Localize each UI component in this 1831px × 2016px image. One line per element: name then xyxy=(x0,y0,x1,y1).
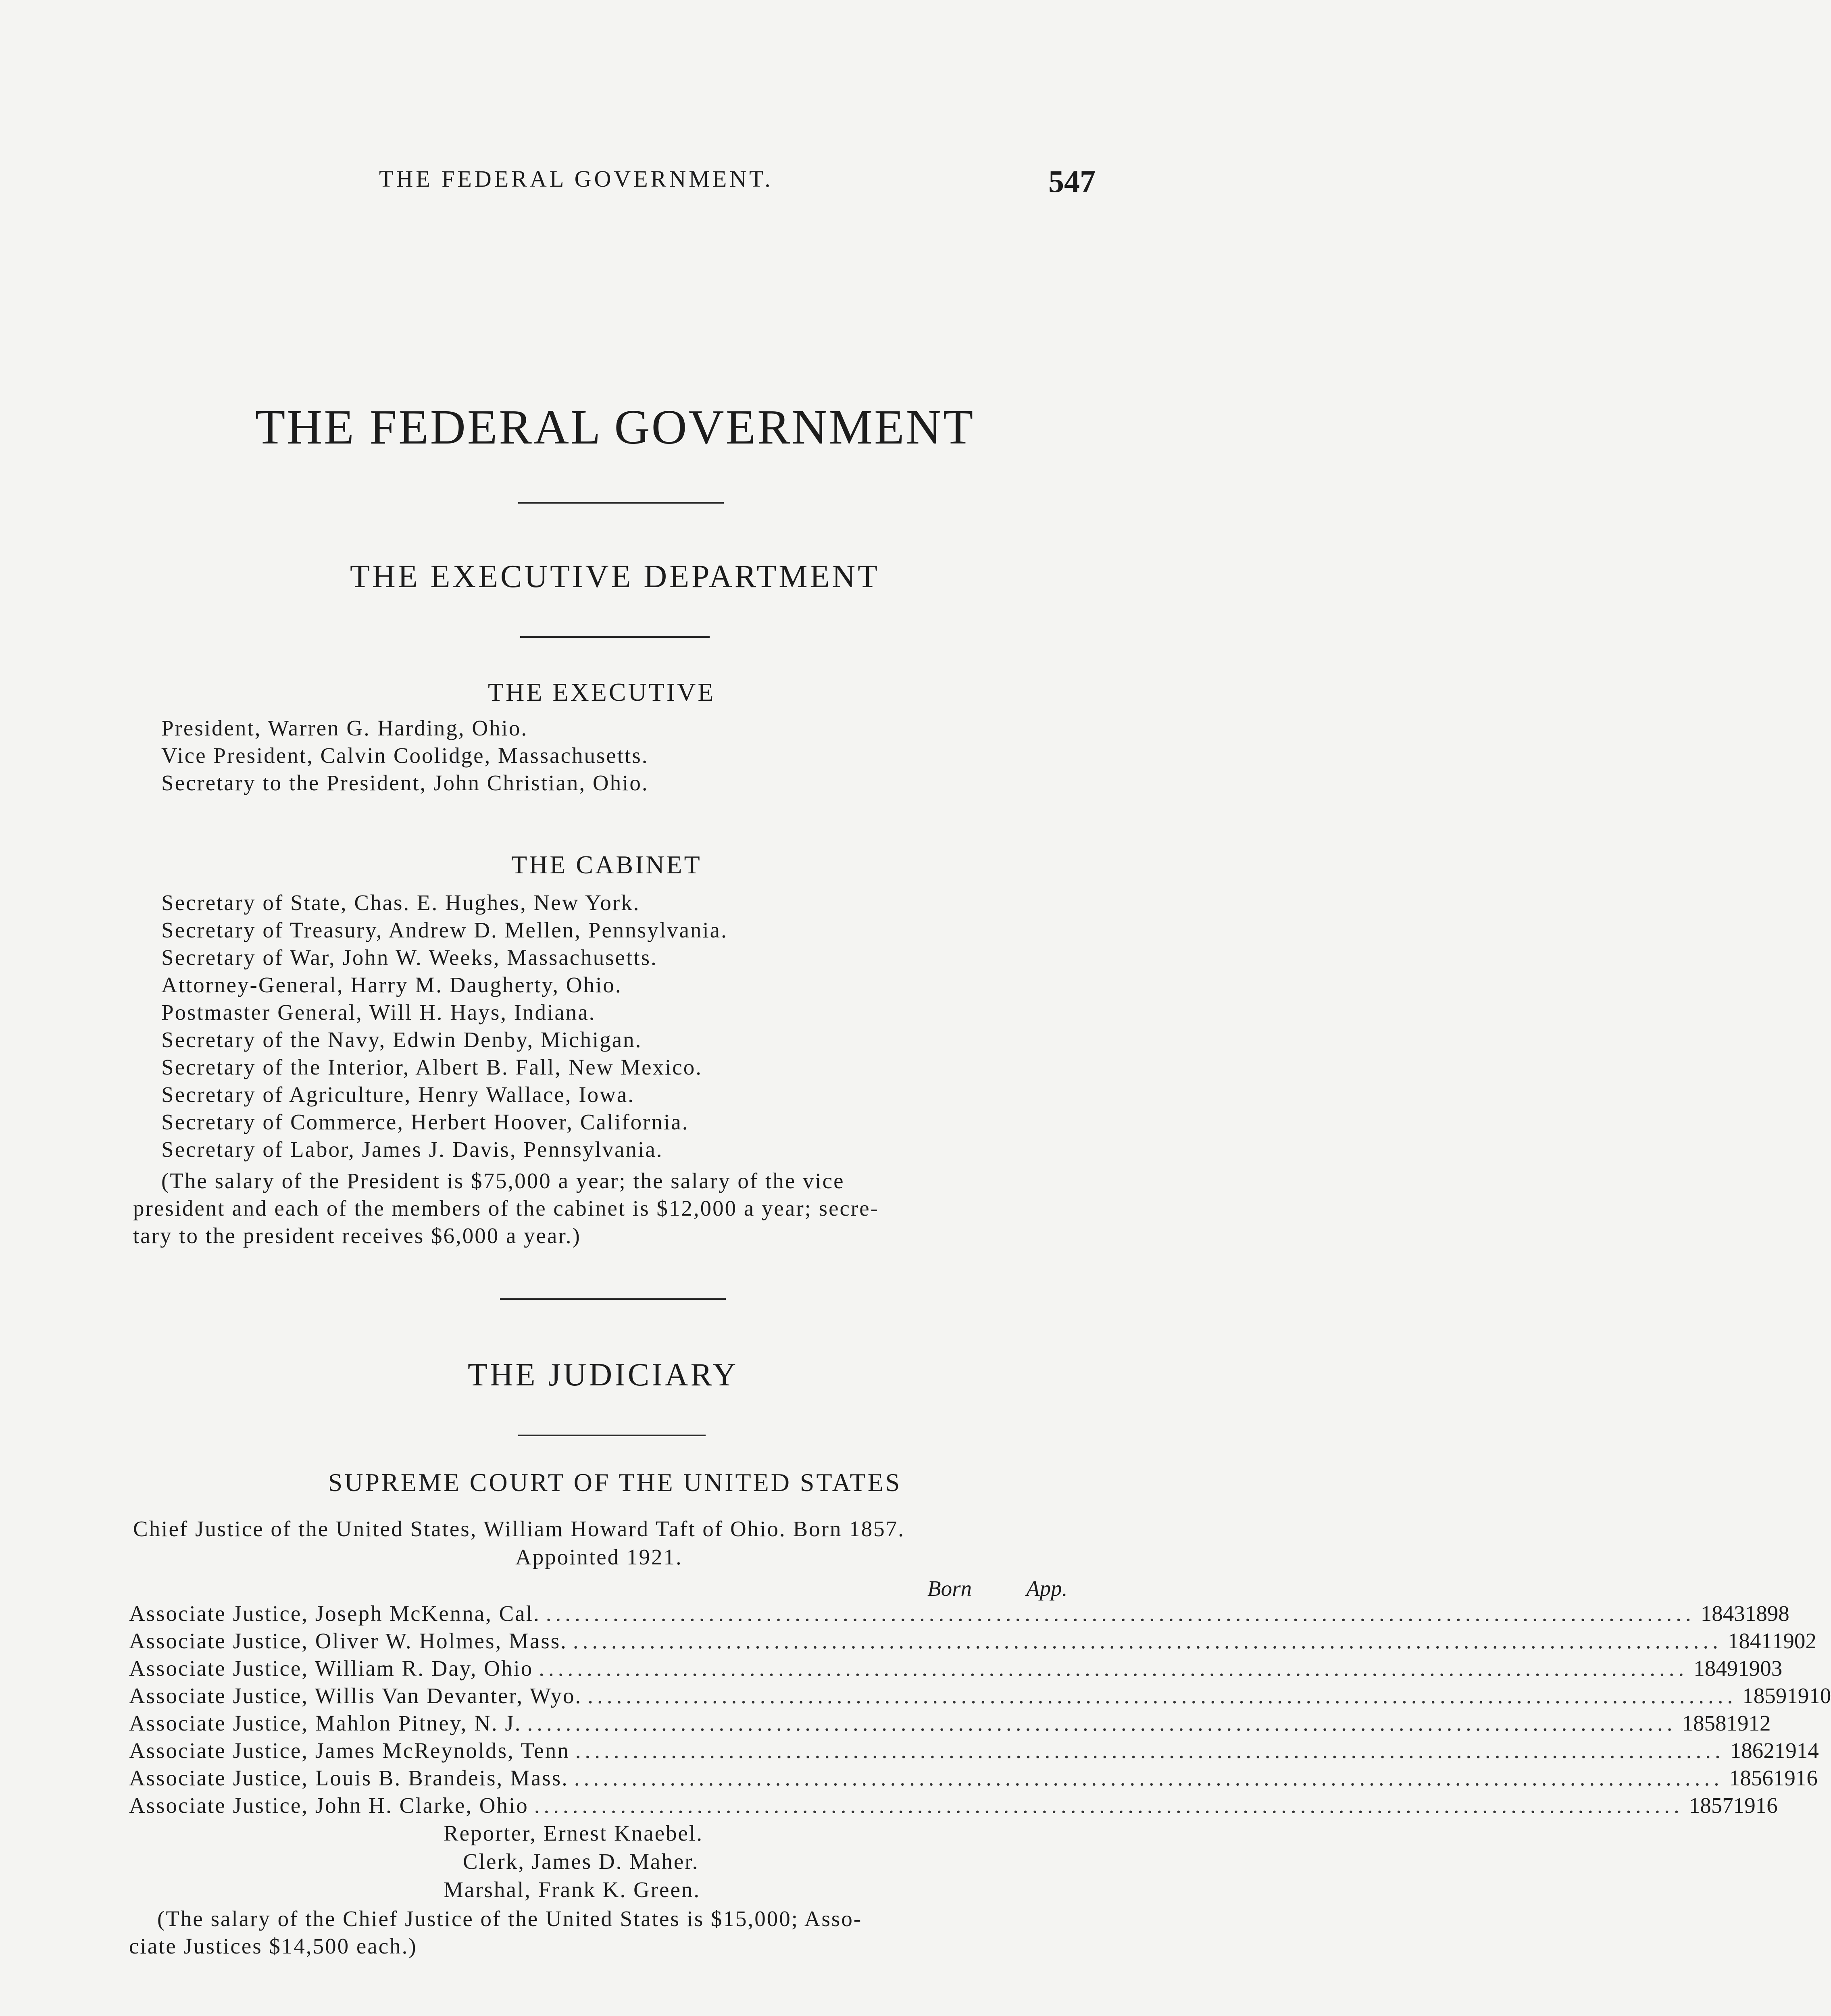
leader-dots: ........................................................................................................................ xyxy=(539,1656,1688,1681)
list-item: Secretary of Agriculture, Henry Wallace, Iowa. xyxy=(161,1082,635,1107)
chief-justice-line: Chief Justice of the United States, William Howard Taft of Ohio. Born 1857. xyxy=(133,1516,905,1541)
divider-rule xyxy=(520,636,710,638)
section-heading-judiciary: THE JUDICIARY xyxy=(468,1357,739,1393)
list-item: Vice President, Calvin Coolidge, Massachusetts. xyxy=(161,743,649,768)
justice-name: Associate Justice, Joseph McKenna, Cal. xyxy=(129,1601,540,1626)
appointed-year: 1902 xyxy=(1772,1629,1816,1653)
appointed-year: 1916 xyxy=(1773,1766,1818,1790)
justice-name: Associate Justice, William R. Day, Ohio xyxy=(129,1656,533,1681)
section-heading-executive-department: THE EXECUTIVE DEPARTMENT xyxy=(350,559,880,594)
appointed-year: 1903 xyxy=(1738,1656,1783,1681)
leader-dots: ........................................................................................................................ xyxy=(527,1711,1677,1735)
table-row xyxy=(129,1738,1819,1763)
court-salary-note xyxy=(129,1905,1097,1960)
table-row xyxy=(129,1765,1818,1791)
officer-reporter: Reporter, Ernest Knaebel. xyxy=(444,1821,703,1845)
list-item: Secretary of War, John W. Weeks, Massachusetts. xyxy=(161,945,658,970)
list-item: Secretary to the President, John Christian, Ohio. xyxy=(161,771,649,795)
appointed-year: 1912 xyxy=(1726,1711,1771,1735)
leader-dots: ........................................................................................................................ xyxy=(534,1793,1683,1818)
justice-name: Associate Justice, John H. Clarke, Ohio xyxy=(129,1793,529,1818)
justice-name: Associate Justice, Willis Van Devanter, Wyo. xyxy=(129,1683,582,1708)
appointed-year: 1916 xyxy=(1733,1793,1778,1818)
chief-justice-appointed: Appointed 1921. xyxy=(515,1545,683,1569)
divider-rule xyxy=(518,502,724,504)
justice-name: Associate Justice, Louis B. Brandeis, Mass. xyxy=(129,1766,569,1790)
born-year: 1862 xyxy=(1730,1738,1775,1763)
table-row xyxy=(129,1793,1778,1818)
appointed-year: 1898 xyxy=(1745,1601,1789,1626)
leader-dots: ........................................................................................................................ xyxy=(573,1629,1722,1653)
list-item: Secretary of Commerce, Herbert Hoover, California. xyxy=(161,1110,689,1134)
list-item: Secretary of Treasury, Andrew D. Mellen, Pennsylvania. xyxy=(161,918,728,942)
table-row xyxy=(129,1710,1771,1736)
table-row xyxy=(129,1683,1831,1708)
table-row xyxy=(129,1656,1783,1681)
born-year: 1843 xyxy=(1700,1601,1745,1626)
page-number: 547 xyxy=(1048,164,1096,199)
officer-clerk: Clerk, James D. Maher. xyxy=(463,1849,699,1874)
officer-marshal: Marshal, Frank K. Green. xyxy=(444,1877,701,1902)
born-year: 1858 xyxy=(1682,1711,1727,1735)
born-year: 1849 xyxy=(1694,1656,1738,1681)
divider-rule xyxy=(518,1435,706,1436)
leader-dots: ........................................................................................................................ xyxy=(574,1766,1723,1790)
appointed-year: 1910 xyxy=(1787,1683,1831,1708)
note-line: (The salary of the President is $75,000 a year; the salary of the vice xyxy=(161,1168,845,1193)
list-item: Secretary of the Navy, Edwin Denby, Michigan. xyxy=(161,1027,642,1052)
running-head: THE FEDERAL GOVERNMENT. xyxy=(379,166,773,192)
born-year: 1857 xyxy=(1689,1793,1733,1818)
list-item: Secretary of Labor, James J. Davis, Pennsylvania. xyxy=(161,1137,663,1162)
list-item: Attorney-General, Harry M. Daugherty, Ohio. xyxy=(161,973,622,997)
cabinet-list xyxy=(161,889,728,1163)
column-header-born: Born xyxy=(927,1576,972,1601)
subheading-the-executive: THE EXECUTIVE xyxy=(488,678,716,706)
born-year: 1841 xyxy=(1727,1629,1772,1653)
divider-rule xyxy=(500,1298,726,1300)
subheading-supreme-court: SUPREME COURT OF THE UNITED STATES xyxy=(328,1468,902,1497)
born-year: 1856 xyxy=(1729,1766,1773,1790)
justice-name: Associate Justice, Mahlon Pitney, N. J. xyxy=(129,1711,522,1735)
justice-name: Associate Justice, James McReynolds, Tenn xyxy=(129,1738,570,1763)
page-title: THE FEDERAL GOVERNMENT xyxy=(255,400,975,454)
list-item: Secretary of State, Chas. E. Hughes, New York. xyxy=(161,890,640,915)
note-line: president and each of the members of the cabinet is $12,000 a year; secre- xyxy=(133,1196,879,1220)
table-row xyxy=(129,1628,1816,1654)
note-line: (The salary of the Chief Justice of the United States is $15,000; Asso- xyxy=(157,1906,862,1931)
note-line: tary to the president receives $6,000 a year.) xyxy=(133,1223,581,1248)
table-row xyxy=(129,1601,1789,1626)
appointed-year: 1914 xyxy=(1774,1738,1819,1763)
leader-dots: ........................................................................................................................ xyxy=(587,1683,1737,1708)
list-item: Secretary of the Interior, Albert B. Fall, New Mexico. xyxy=(161,1055,702,1079)
executive-list xyxy=(161,714,649,797)
born-year: 1859 xyxy=(1742,1683,1787,1708)
note-line: ciate Justices $14,500 each.) xyxy=(129,1934,417,1958)
column-header-appointed: App. xyxy=(1026,1576,1068,1601)
cabinet-salary-note xyxy=(133,1167,1101,1250)
list-item: Postmaster General, Will H. Hays, Indiana. xyxy=(161,1000,596,1025)
leader-dots: ........................................................................................................................ xyxy=(575,1738,1725,1763)
subheading-the-cabinet: THE CABINET xyxy=(511,850,702,879)
list-item: President, Warren G. Harding, Ohio. xyxy=(161,716,528,740)
justice-name: Associate Justice, Oliver W. Holmes, Mass. xyxy=(129,1629,567,1653)
leader-dots: ........................................................................................................................ xyxy=(546,1601,1695,1626)
